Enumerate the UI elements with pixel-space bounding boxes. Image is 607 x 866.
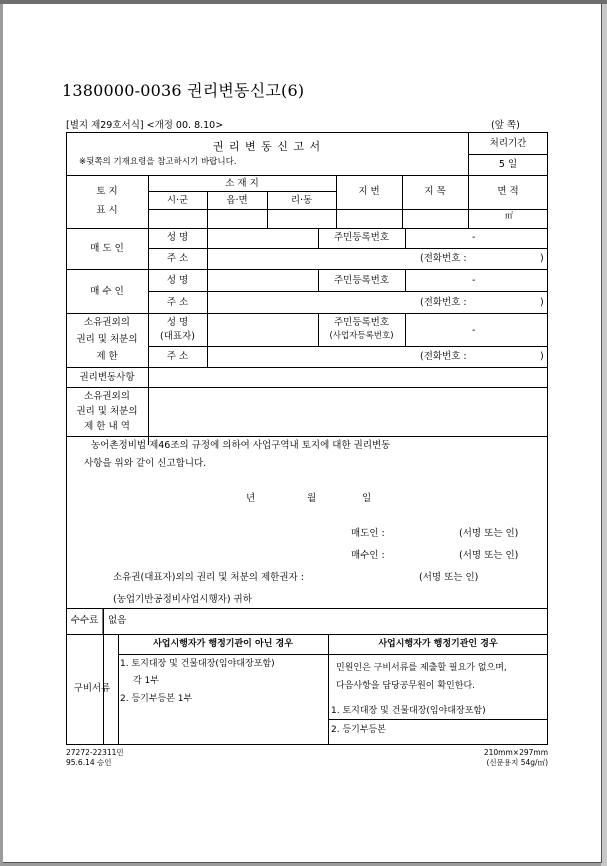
eupmyeon-header: 읍·면 bbox=[226, 195, 248, 206]
footer-left bbox=[66, 748, 124, 768]
buyer-signature-label: 매수인 : bbox=[351, 550, 385, 561]
date-month-label: 월 bbox=[307, 493, 317, 504]
restrictor-business-number-label: (사업자등록번호) bbox=[329, 331, 394, 341]
footer-paper-type: (신문용지 54g/㎡) bbox=[486, 758, 548, 767]
docs-left-heading: 사업시행자가 행정기관이 아닌 경우 bbox=[153, 639, 293, 649]
documents-label: 구비서류 bbox=[73, 683, 111, 694]
area-header: 면 적 bbox=[497, 186, 519, 197]
rights-change-label: 권리변동사항 bbox=[79, 372, 135, 383]
restriction-detail-label-1: 소유권외의 bbox=[84, 391, 130, 402]
category-header: 지 목 bbox=[424, 186, 446, 197]
footer-paper-size: 210mm×297mm bbox=[483, 748, 548, 757]
footer-right bbox=[458, 748, 548, 768]
seller-phone-label: (전화번호 : bbox=[420, 253, 467, 264]
docs-right-item-2: 2. 등기부등본 bbox=[331, 725, 386, 735]
seller-signature-label: 매도인 : bbox=[351, 528, 385, 539]
lot-header: 지 번 bbox=[358, 186, 380, 197]
buyer-signature-hint: (서명 또는 인) bbox=[459, 550, 519, 561]
recipient: (농업기반공정비사업시행자) 귀하 bbox=[113, 594, 252, 605]
docs-left-item-1: 1. 토지대장 및 건물대장(임야대장포함) bbox=[120, 659, 275, 669]
buyer-rrn-label: 주민등록번호 bbox=[333, 275, 390, 286]
restrictor-phone-close: ) bbox=[540, 351, 544, 362]
sigun-header: 시·군 bbox=[166, 195, 189, 206]
instruction-note: ※뒷쪽의 기재요령을 참고하시기 바랍니다. bbox=[79, 157, 237, 167]
location-header: 소 재 지 bbox=[225, 178, 259, 189]
restrictor-address-label: 주 소 bbox=[166, 351, 189, 362]
restrictor-phone-label: (전화번호 : bbox=[420, 351, 467, 362]
seller-name-label: 성 명 bbox=[166, 232, 189, 243]
buyer-name-label: 성 명 bbox=[166, 275, 189, 286]
front-page-label: (앞 쪽) bbox=[491, 120, 520, 131]
restrictor-rrn-separator: - bbox=[472, 325, 476, 336]
seller-signature-hint: (서명 또는 인) bbox=[459, 528, 519, 539]
document-title: 1380000-0036 권리변동신고(6) bbox=[62, 81, 305, 100]
docs-right-heading: 사업시행자가 행정기관인 경우 bbox=[378, 639, 498, 649]
docs-left-item-1-count: 각 1부 bbox=[133, 676, 159, 686]
processing-label: 처리기간 bbox=[489, 138, 527, 149]
docs-right-item-1: 1. 토지대장 및 건물대장(임야대장포함) bbox=[331, 706, 486, 716]
fee-label: 수수료 bbox=[70, 615, 99, 626]
buyer-phone-close: ) bbox=[540, 297, 544, 308]
footer-form-code: 27272-22311민 bbox=[66, 748, 124, 757]
form-identifier: [별지 제29호서식] <개정 00. 8.10> bbox=[66, 120, 224, 131]
seller-rrn-separator: - bbox=[472, 232, 476, 243]
buyer-address-label: 주 소 bbox=[166, 297, 189, 308]
land-label-2: 표 시 bbox=[96, 205, 118, 216]
declaration-line-1: 농어촌정비법 제46조의 규정에 의하여 사업구역내 토지에 대한 권리변동 bbox=[91, 440, 391, 451]
docs-left-item-2: 2. 등기부등본 1부 bbox=[120, 694, 193, 704]
footer-approval-date: 95.6.14 승인 bbox=[66, 758, 112, 767]
buyer-rrn-separator: - bbox=[472, 275, 476, 286]
date-day-label: 일 bbox=[362, 493, 372, 504]
seller-rrn-label: 주민등록번호 bbox=[333, 232, 390, 243]
date-year-label: 년 bbox=[246, 493, 256, 504]
restrictor-label-2: 권리 및 처분의 bbox=[76, 334, 138, 345]
declaration-line-2: 사항을 위와 같이 신고합니다. bbox=[84, 458, 207, 469]
restriction-detail-label-2: 권리 및 처분의 bbox=[76, 406, 138, 417]
restriction-detail-label-3: 제 한 내 역 bbox=[84, 421, 130, 432]
buyer-label: 매 수 인 bbox=[90, 286, 124, 297]
restrictor-label-3: 제 한 bbox=[96, 351, 118, 362]
docs-right-paragraph-1: 민원인은 구비서류를 제출할 필요가 없으며, bbox=[336, 663, 507, 673]
holder-signature-label: 소유권(대표자)외의 권리 및 처분의 제한권자 : bbox=[113, 572, 304, 583]
fee-value: 없음 bbox=[108, 615, 127, 626]
seller-label: 매 도 인 bbox=[90, 243, 124, 254]
seller-address-label: 주 소 bbox=[166, 253, 189, 264]
land-label-1: 토 지 bbox=[96, 186, 118, 197]
processing-value: 5 일 bbox=[498, 159, 518, 170]
docs-right-paragraph-2: 다음사항을 담당공무원이 확인한다. bbox=[336, 681, 475, 691]
restrictor-representative-label: (대표자) bbox=[160, 331, 195, 342]
seller-phone-close: ) bbox=[540, 253, 544, 264]
ridong-header: 리·동 bbox=[290, 195, 313, 206]
form-heading: 권 리 변 동 신 고 서 bbox=[212, 140, 322, 153]
area-unit: ㎡ bbox=[505, 211, 513, 220]
holder-signature-hint: (서명 또는 인) bbox=[419, 572, 479, 583]
restrictor-rrn-label: 주민등록번호 bbox=[333, 317, 390, 328]
restrictor-name-label: 성 명 bbox=[166, 317, 189, 328]
buyer-phone-label: (전화번호 : bbox=[420, 297, 467, 308]
restrictor-label-1: 소유권외의 bbox=[84, 317, 130, 328]
